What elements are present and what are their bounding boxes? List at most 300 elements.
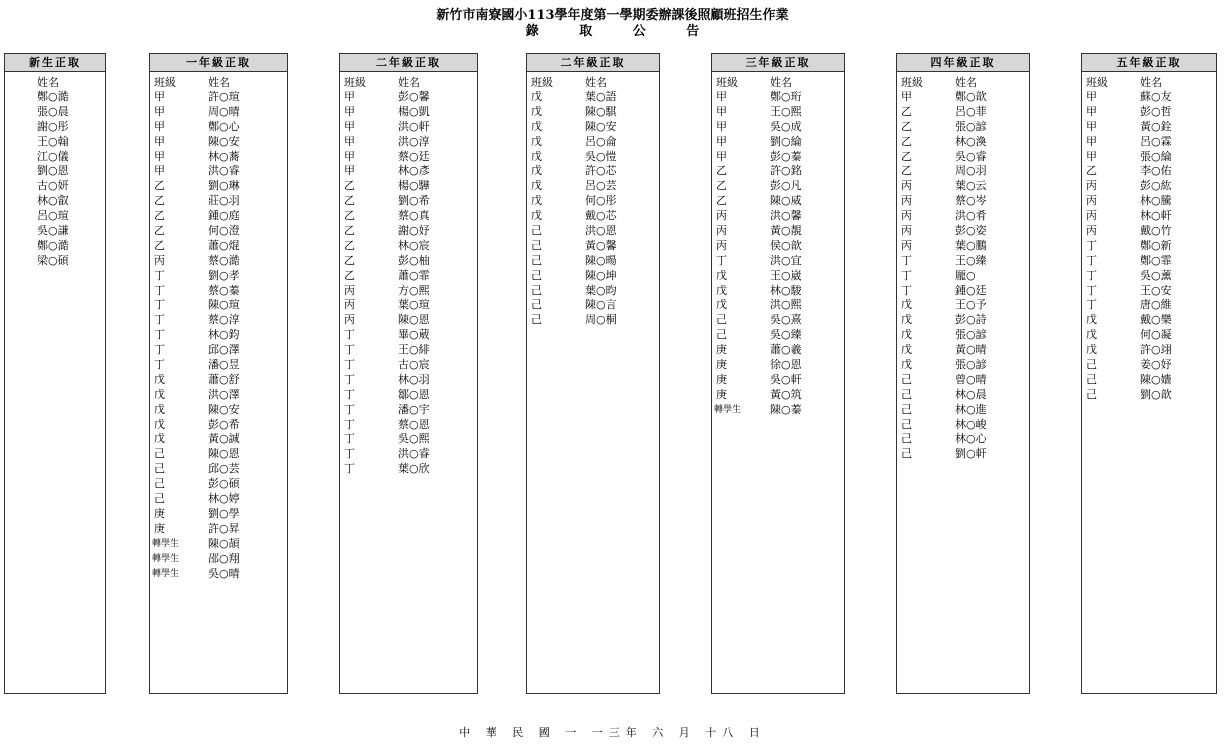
list-item xyxy=(712,135,844,150)
student-name: 蕭○焜 xyxy=(208,238,240,252)
student-class: 丁 xyxy=(344,417,355,431)
student-name: 吳○軒 xyxy=(770,372,802,386)
column-title: 二年級正取 xyxy=(340,54,477,72)
student-class: 乙 xyxy=(1086,164,1097,178)
list-item xyxy=(150,492,287,507)
list-item xyxy=(712,209,844,224)
student-name: 陳○嬙 xyxy=(1140,372,1172,386)
student-name: 蘇○友 xyxy=(1140,90,1172,103)
student-class: 己 xyxy=(716,313,727,327)
student-class: 戊 xyxy=(531,164,542,178)
list-item xyxy=(527,135,659,150)
list-item xyxy=(150,120,287,135)
student-class: 庚 xyxy=(716,358,727,372)
student-class: 甲 xyxy=(1086,119,1097,133)
student-name: 許○芯 xyxy=(585,164,617,178)
student-class: 甲 xyxy=(344,149,355,163)
student-name: 彭○詩 xyxy=(955,313,987,327)
list-item xyxy=(150,105,287,120)
list-item xyxy=(340,209,477,224)
student-name: 龎○ xyxy=(955,268,976,282)
list-item xyxy=(527,209,659,224)
student-class: 己 xyxy=(1086,387,1097,401)
student-name: 劉○綸 xyxy=(770,134,802,148)
student-name: 劉○學 xyxy=(208,506,240,520)
list-item xyxy=(1082,388,1216,403)
student-class: 己 xyxy=(154,492,165,506)
student-class: 甲 xyxy=(1086,134,1097,148)
list-item xyxy=(150,477,287,492)
student-name: 劉○軒 xyxy=(955,447,987,461)
student-name: 吳○謙 xyxy=(37,224,69,238)
list-item xyxy=(5,224,105,239)
student-name: 梁○碩 xyxy=(37,253,69,267)
student-class: 丙 xyxy=(901,224,912,238)
list-item xyxy=(150,403,287,418)
student-name: 莊○羽 xyxy=(208,194,240,208)
list-item xyxy=(712,403,844,418)
student-name: 周○晴 xyxy=(208,104,240,118)
list-item xyxy=(897,90,1029,105)
student-name: 王○安 xyxy=(1140,283,1172,297)
list-item xyxy=(712,328,844,343)
student-name: 陳○恩 xyxy=(208,447,240,461)
list-item xyxy=(897,179,1029,194)
student-class: 己 xyxy=(901,432,912,446)
list-item xyxy=(150,447,287,462)
list-item xyxy=(527,313,659,328)
student-class: 戊 xyxy=(531,209,542,223)
student-name: 蔡○岑 xyxy=(955,194,987,208)
student-class: 己 xyxy=(154,477,165,491)
student-class: 丁 xyxy=(901,268,912,282)
list-item xyxy=(1082,269,1216,284)
list-item xyxy=(5,105,105,120)
student-class: 甲 xyxy=(344,119,355,133)
student-class: 丁 xyxy=(901,283,912,297)
student-name: 戴○竹 xyxy=(1140,224,1172,238)
student-name: 林○彥 xyxy=(398,164,430,178)
student-name: 楊○驊 xyxy=(398,179,430,193)
list-item xyxy=(712,358,844,373)
list-item xyxy=(340,328,477,343)
list-item xyxy=(897,224,1029,239)
student-name: 陳○恩 xyxy=(398,313,430,327)
student-name: 鄭○珩 xyxy=(770,90,802,103)
student-class: 甲 xyxy=(344,134,355,148)
list-item xyxy=(340,418,477,433)
class-header: 班級 xyxy=(531,76,553,89)
list-item xyxy=(1082,358,1216,373)
list-item xyxy=(150,269,287,284)
list-item xyxy=(5,150,105,165)
list-item xyxy=(150,418,287,433)
student-name: 許○翊 xyxy=(1140,343,1172,357)
student-name: 劉○希 xyxy=(398,194,430,208)
list-item xyxy=(897,135,1029,150)
student-name: 張○諺 xyxy=(955,328,987,342)
student-name: 葉○云 xyxy=(955,179,987,193)
list-item xyxy=(5,254,105,269)
student-name: 陳○安 xyxy=(208,134,240,148)
list-item xyxy=(897,284,1029,299)
student-name: 邱○芸 xyxy=(208,462,240,476)
student-class: 丙 xyxy=(1086,209,1097,223)
list-item xyxy=(897,343,1029,358)
student-name: 謝○彤 xyxy=(37,119,69,133)
column-title: 四年級正取 xyxy=(897,54,1029,72)
student-class: 丁 xyxy=(344,358,355,372)
student-name: 黃○銓 xyxy=(1140,119,1172,133)
column-title: 五年級正取 xyxy=(1082,54,1216,72)
student-class: 丙 xyxy=(344,283,355,297)
student-class: 庚 xyxy=(716,343,727,357)
list-item xyxy=(1082,135,1216,150)
student-name: 洪○宜 xyxy=(770,253,802,267)
student-class: 甲 xyxy=(344,164,355,178)
student-class: 己 xyxy=(901,417,912,431)
column-title: 二年級正取 xyxy=(527,54,659,72)
student-class: 戊 xyxy=(154,387,165,401)
student-class: 庚 xyxy=(154,506,165,520)
student-name: 彭○希 xyxy=(208,417,240,431)
student-class: 甲 xyxy=(716,119,727,133)
list-item xyxy=(527,239,659,254)
student-class: 甲 xyxy=(1086,149,1097,163)
list-item xyxy=(712,284,844,299)
student-name: 林○進 xyxy=(955,402,987,416)
list-item xyxy=(1082,224,1216,239)
student-name: 呂○瑄 xyxy=(37,209,69,223)
student-class: 戊 xyxy=(154,402,165,416)
student-class: 甲 xyxy=(716,149,727,163)
list-item xyxy=(5,90,105,105)
student-name: 鍾○庭 xyxy=(208,209,240,223)
student-name: 鄭○澔 xyxy=(37,90,69,103)
student-name: 王○緋 xyxy=(398,343,430,357)
student-name: 林○叡 xyxy=(37,194,69,208)
student-name: 陳○安 xyxy=(208,402,240,416)
student-name: 張○諺 xyxy=(955,358,987,372)
name-header: 姓名 xyxy=(585,76,607,89)
student-name: 黃○誠 xyxy=(208,432,240,446)
list-item xyxy=(340,447,477,462)
student-name: 謝○妤 xyxy=(398,224,430,238)
student-class: 戊 xyxy=(901,298,912,312)
student-class: 戊 xyxy=(531,90,542,103)
list-item xyxy=(897,269,1029,284)
list-item xyxy=(897,388,1029,403)
list-item xyxy=(712,373,844,388)
list-item xyxy=(1082,150,1216,165)
student-class: 轉學生 xyxy=(152,553,180,564)
student-name: 鄭○霏 xyxy=(1140,253,1172,267)
student-name: 呂○菲 xyxy=(955,104,987,118)
student-name: 林○宸 xyxy=(398,238,430,252)
class-header: 班級 xyxy=(716,76,738,89)
list-item xyxy=(150,552,287,567)
student-class: 己 xyxy=(154,447,165,461)
list-item xyxy=(1082,373,1216,388)
list-item xyxy=(340,254,477,269)
student-name: 黃○筑 xyxy=(770,387,802,401)
student-class: 丙 xyxy=(901,209,912,223)
list-item xyxy=(527,150,659,165)
list-item xyxy=(897,239,1029,254)
student-name: 彭○姿 xyxy=(955,224,987,238)
student-name: 徐○恩 xyxy=(770,358,802,372)
student-class: 庚 xyxy=(154,521,165,535)
student-name: 黃○馨 xyxy=(585,238,617,252)
list-item xyxy=(1082,194,1216,209)
student-class: 甲 xyxy=(154,119,165,133)
student-class: 戊 xyxy=(901,328,912,342)
student-class: 戊 xyxy=(1086,328,1097,342)
name-header: 姓名 xyxy=(398,76,420,89)
list-item xyxy=(897,298,1029,313)
student-class: 丙 xyxy=(901,238,912,252)
page-title: 新竹市南寮國小113學年度第一學期委辦課後照顧班招生作業 xyxy=(436,8,789,23)
name-header: 姓名 xyxy=(770,76,792,89)
admission-column-4 xyxy=(711,53,845,694)
student-class: 丁 xyxy=(344,372,355,386)
student-name: 林○騰 xyxy=(1140,194,1172,208)
name-header: 姓名 xyxy=(37,76,59,89)
student-class: 甲 xyxy=(901,90,912,103)
list-item xyxy=(1082,209,1216,224)
student-name: 何○凝 xyxy=(1140,328,1172,342)
list-item xyxy=(527,105,659,120)
student-name: 吳○臻 xyxy=(770,328,802,342)
student-class: 丁 xyxy=(1086,268,1097,282)
list-item xyxy=(712,313,844,328)
list-item xyxy=(5,120,105,135)
list-item xyxy=(150,164,287,179)
student-name: 呂○霖 xyxy=(1140,134,1172,148)
student-class: 戊 xyxy=(901,358,912,372)
student-class: 戊 xyxy=(531,194,542,208)
student-name: 鄭○澔 xyxy=(37,238,69,252)
student-class: 乙 xyxy=(344,224,355,238)
student-class: 丙 xyxy=(901,194,912,208)
student-class: 甲 xyxy=(154,164,165,178)
student-name: 林○駿 xyxy=(770,283,802,297)
list-item xyxy=(712,179,844,194)
list-item xyxy=(897,194,1029,209)
column-header-row xyxy=(527,75,659,90)
student-name: 王○崴 xyxy=(770,268,802,282)
student-name: 許○銘 xyxy=(770,164,802,178)
list-item xyxy=(527,284,659,299)
student-name: 吳○熙 xyxy=(398,432,430,446)
list-item xyxy=(712,150,844,165)
student-name: 蔡○淳 xyxy=(208,313,240,327)
list-item xyxy=(897,447,1029,462)
student-name: 葉○昀 xyxy=(585,283,617,297)
list-item xyxy=(1082,298,1216,313)
admission-column-0 xyxy=(4,53,106,694)
list-item xyxy=(897,373,1029,388)
student-name: 劉○恩 xyxy=(37,164,69,178)
list-item xyxy=(340,120,477,135)
student-name: 洪○軒 xyxy=(398,119,430,133)
list-item xyxy=(1082,313,1216,328)
student-class: 丙 xyxy=(1086,224,1097,238)
list-item xyxy=(5,135,105,150)
student-name: 陳○騏 xyxy=(585,104,617,118)
list-item xyxy=(150,388,287,403)
admission-column-5 xyxy=(896,53,1030,694)
list-item xyxy=(340,224,477,239)
student-class: 丁 xyxy=(154,343,165,357)
list-item xyxy=(340,432,477,447)
student-name: 何○澄 xyxy=(208,224,240,238)
student-name: 畢○葳 xyxy=(398,328,430,342)
student-class: 戊 xyxy=(154,372,165,386)
student-name: 彭○柚 xyxy=(398,253,430,267)
list-item xyxy=(897,164,1029,179)
list-item xyxy=(340,403,477,418)
list-item xyxy=(712,254,844,269)
student-class: 甲 xyxy=(154,104,165,118)
student-name: 何○彤 xyxy=(585,194,617,208)
student-class: 乙 xyxy=(901,104,912,118)
student-name: 方○熙 xyxy=(398,283,430,297)
student-class: 庚 xyxy=(716,387,727,401)
student-class: 丁 xyxy=(154,358,165,372)
list-item xyxy=(897,418,1029,433)
student-class: 己 xyxy=(716,328,727,342)
student-class: 丁 xyxy=(344,432,355,446)
student-name: 林○峻 xyxy=(955,417,987,431)
list-item xyxy=(340,105,477,120)
footer-date: 中 華 民 國 一 一三年 六 月 十八 日 xyxy=(459,726,766,739)
student-class: 戊 xyxy=(154,432,165,446)
list-item xyxy=(5,194,105,209)
student-class: 己 xyxy=(531,253,542,267)
list-item xyxy=(150,135,287,150)
student-name: 陳○瑄 xyxy=(208,298,240,312)
list-item xyxy=(150,239,287,254)
list-item xyxy=(5,164,105,179)
column-header-row xyxy=(897,75,1029,90)
list-item xyxy=(150,209,287,224)
list-item xyxy=(150,194,287,209)
list-item xyxy=(1082,90,1216,105)
list-item xyxy=(5,179,105,194)
list-item xyxy=(712,388,844,403)
student-class: 戊 xyxy=(531,179,542,193)
column-title: 三年級正取 xyxy=(712,54,844,72)
list-item xyxy=(1082,179,1216,194)
student-class: 甲 xyxy=(154,149,165,163)
student-class: 戊 xyxy=(531,134,542,148)
student-name: 彭○凡 xyxy=(770,179,802,193)
list-item xyxy=(527,194,659,209)
student-class: 甲 xyxy=(1086,104,1097,118)
name-header: 姓名 xyxy=(208,76,230,89)
student-class: 己 xyxy=(531,224,542,238)
student-name: 洪○睿 xyxy=(208,164,240,178)
student-class: 戊 xyxy=(901,343,912,357)
list-item xyxy=(340,164,477,179)
list-item xyxy=(340,388,477,403)
list-item xyxy=(712,105,844,120)
student-class: 己 xyxy=(531,313,542,327)
student-class: 乙 xyxy=(154,209,165,223)
student-class: 丁 xyxy=(344,387,355,401)
student-class: 己 xyxy=(531,238,542,252)
list-item xyxy=(897,403,1029,418)
student-class: 乙 xyxy=(154,179,165,193)
list-item xyxy=(340,343,477,358)
list-item xyxy=(712,269,844,284)
student-name: 鄒○恩 xyxy=(398,387,430,401)
student-name: 劉○琳 xyxy=(208,179,240,193)
list-item xyxy=(1082,120,1216,135)
list-item xyxy=(527,224,659,239)
student-class: 乙 xyxy=(716,164,727,178)
student-class: 甲 xyxy=(716,104,727,118)
list-item xyxy=(340,373,477,388)
student-class: 丁 xyxy=(154,328,165,342)
student-name: 許○瑄 xyxy=(208,90,240,103)
column-header-row xyxy=(340,75,477,90)
student-class: 乙 xyxy=(901,119,912,133)
student-name: 周○羽 xyxy=(955,164,987,178)
admission-column-1 xyxy=(149,53,288,694)
list-item xyxy=(150,90,287,105)
list-item xyxy=(712,90,844,105)
student-name: 吳○睿 xyxy=(955,149,987,163)
student-name: 蔡○蓁 xyxy=(208,283,240,297)
list-item xyxy=(340,194,477,209)
list-item xyxy=(150,298,287,313)
student-class: 丁 xyxy=(344,462,355,476)
student-name: 楊○凱 xyxy=(398,104,430,118)
list-item xyxy=(340,462,477,477)
student-name: 蕭○舒 xyxy=(208,372,240,386)
student-class: 己 xyxy=(154,462,165,476)
student-class: 甲 xyxy=(1086,90,1097,103)
student-class: 己 xyxy=(531,268,542,282)
student-class: 丙 xyxy=(716,238,727,252)
student-class: 轉學生 xyxy=(152,568,180,579)
list-item xyxy=(1082,105,1216,120)
list-item xyxy=(5,239,105,254)
student-class: 丙 xyxy=(901,179,912,193)
list-item xyxy=(712,343,844,358)
student-name: 蕭○霏 xyxy=(398,268,430,282)
student-name: 林○晨 xyxy=(955,387,987,401)
column-header-row xyxy=(712,75,844,90)
student-class: 丁 xyxy=(344,402,355,416)
student-class: 轉學生 xyxy=(714,404,742,415)
admission-column-2 xyxy=(339,53,478,694)
list-item xyxy=(150,522,287,537)
student-name: 陳○蓁 xyxy=(770,402,802,416)
student-class: 乙 xyxy=(344,253,355,267)
student-class: 戊 xyxy=(531,119,542,133)
student-name: 張○綸 xyxy=(1140,149,1172,163)
student-name: 林○心 xyxy=(955,432,987,446)
column-title: 一年級正取 xyxy=(150,54,287,72)
student-name: 洪○馨 xyxy=(770,209,802,223)
student-class: 戊 xyxy=(901,313,912,327)
student-class: 丙 xyxy=(716,209,727,223)
column-header-row xyxy=(1082,75,1216,90)
student-class: 己 xyxy=(901,387,912,401)
